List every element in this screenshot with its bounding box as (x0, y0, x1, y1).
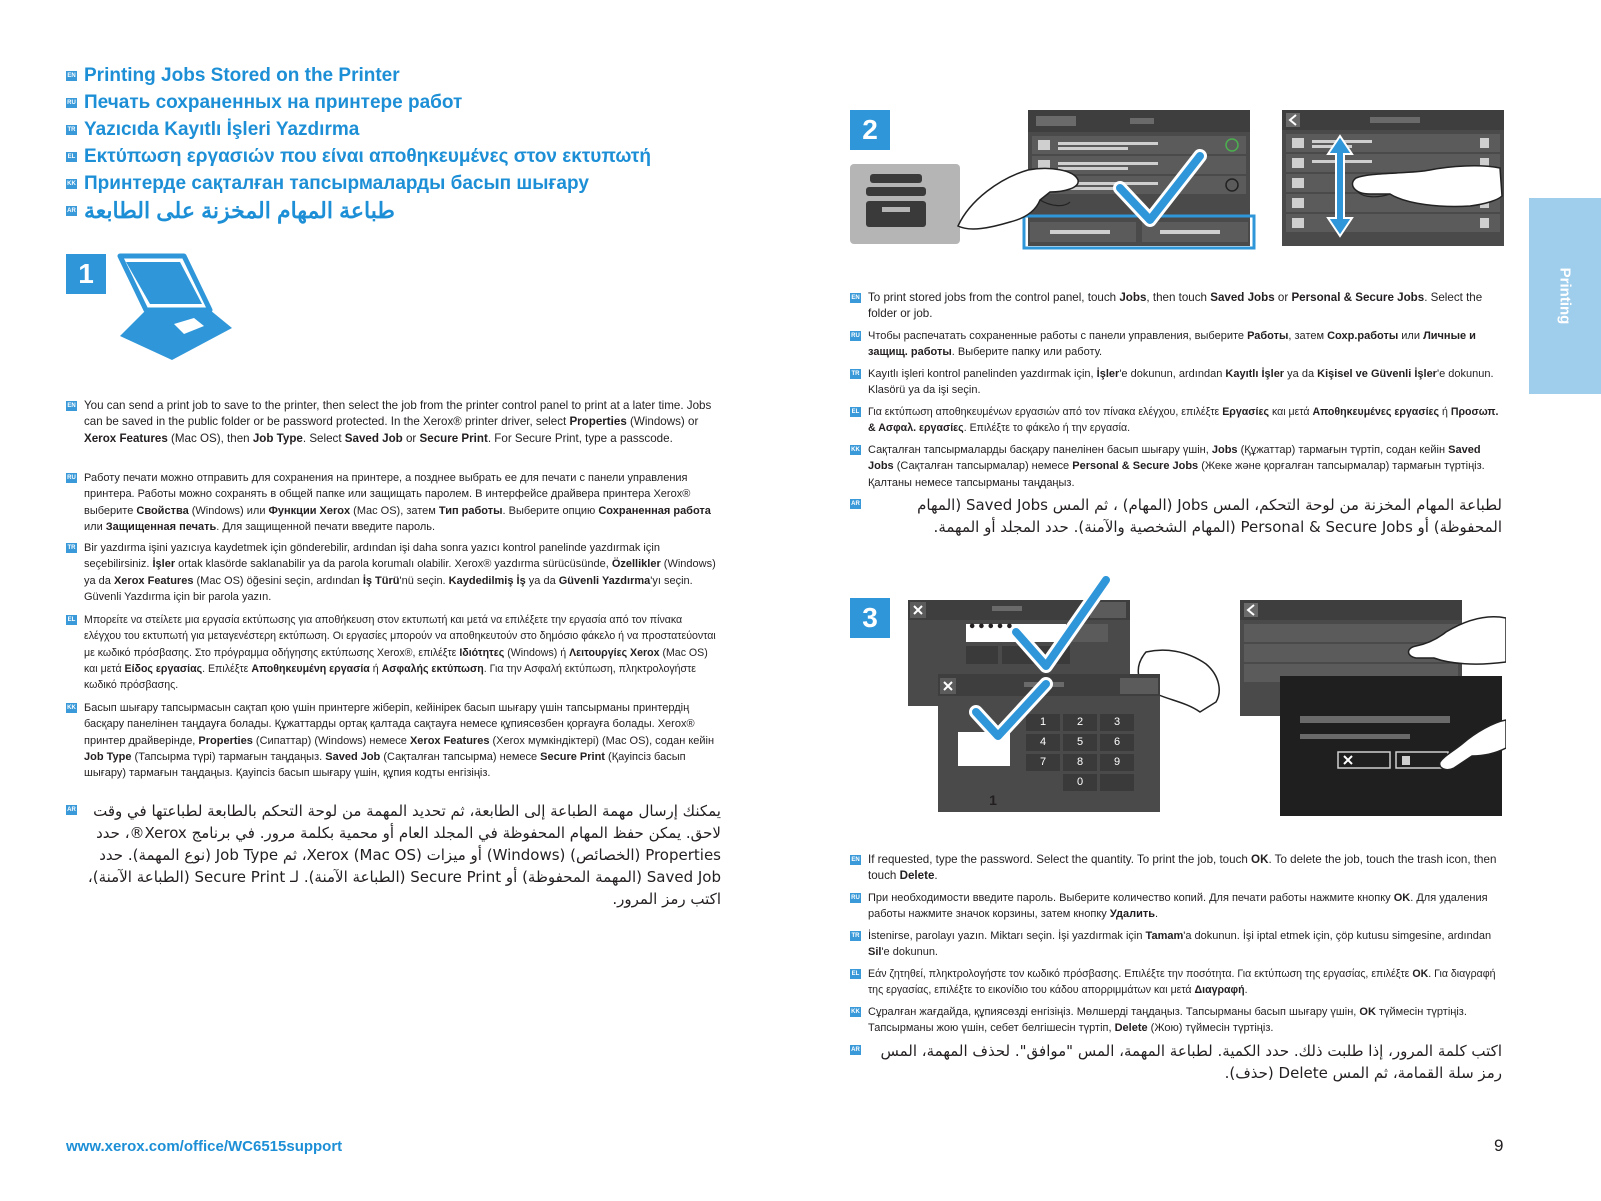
step2-el (850, 404, 1502, 437)
lang-tag: AR (67, 807, 76, 813)
lang-tag: EN (851, 857, 860, 863)
step1-kk (66, 700, 721, 781)
step2-ar-text: لطباعة المهام المخزنة من لوحة التحكم، المس Jobs (المهام) ، ثم المس Saved Jobs (المهام المحفوظة) أو Personal & Secure Jobs (المهام الشخصية والآمنة). حدد المجلد أو المهمة. (917, 496, 1502, 536)
key-4[interactable]: 4 (1039, 736, 1047, 748)
title-ru (66, 89, 786, 116)
key-5[interactable]: 5 (1076, 736, 1084, 748)
key-2[interactable]: 2 (1076, 716, 1084, 728)
step2-tr-text: Kayıtlı işleri kontrol panelinden yazdırmak için, İşler'e dokunun, ardından Kayıtlı İşler ya da Kişisel ve Güvenli İşler'e dokunun. Klasörü ya da işi seçin. (868, 368, 1494, 397)
step2-ru-text: Чтобы распечатать сохраненные работы с панели управления, выберите Работы, затем Сохр.работы или Личные и защищ. работы. Выберите папку или работу. (868, 330, 1476, 359)
title-block (66, 62, 786, 224)
step1-el-text: Μπορείτε να στείλετε μια εργασία εκτύπωσης για αποθήκευση στον εκτυπωτή και μετά να επιλέξετε την εργασία από τον πίνακα ελέγχου του εκτυπωτή για μεταγενέστερη εκτύπωση. Οι εργασίες μπορούν να αποθηκευτούν στο δημόσιο φάκελο ή να προστατεύονται με κωδικό πρόσβασης. Στο πρόγραμμα οδήγησης εκτύπωσης Xerox®, επιλέξτε Ιδιότητες (Windows) ή Λειτουργίες Xerox (Mac OS) και μετά Είδος εργασίας. Επιλέξτε Αποθηκευμένη εργασία ή Ασφαλής εκτύπωση. Για την Ασφαλή εκτύπωση, πληκτρολογήστε κωδικό πρόσβασης. (84, 614, 716, 692)
title-text-en: Printing Jobs Stored on the Printer (84, 64, 400, 86)
key-7[interactable]: 7 (1039, 756, 1047, 768)
title-tr (66, 116, 786, 143)
step2-ar (850, 494, 1502, 538)
lang-tag: EN (67, 403, 76, 409)
lang-tag: RU (851, 895, 860, 901)
step1-el (66, 612, 721, 693)
lang-tag: TR (851, 933, 860, 939)
step3-illustration (906, 572, 1506, 816)
step1-tr (66, 540, 721, 605)
step-number-3: 3 (850, 598, 890, 638)
quantity-value: 1 (989, 792, 997, 808)
lang-tag: RU (67, 475, 76, 481)
key-3[interactable]: 3 (1113, 716, 1121, 728)
lang-tag: AR (851, 1047, 860, 1053)
step1-en-text: You can send a print job to save to the printer, then select the job from the printer control panel to print at a later time. Jobs can be saved in the public folder or be password protected. In the Xerox® printer driver, select Properties (Windows) or Xerox Features (Mac OS), then Job Type. Select Saved Job or Secure Print. For Secure Print, type a passcode. (84, 399, 712, 445)
step3-el-text: Εάν ζητηθεί, πληκτρολογήστε τον κωδικό πρόσβασης. Επιλέξτε την ποσότητα. Για εκτύπωση της εργασίας, επιλέξτε OK. Για διαγραφή της εργασίας, επιλέξτε το εικονίδιο του κάδου απορριμμάτων και μετά Διαγραφή. (868, 968, 1496, 997)
step3-ar-text: اكتب كلمة المرور، إذا طلبت ذلك. حدد الكمية. لطباعة المهمة، المس "موافق". لحذف المهمة، المس رمز سلة القمامة، ثم المس Delete (حذف). (880, 1042, 1502, 1082)
lang-tag: KK (851, 1009, 860, 1015)
title-el (66, 143, 786, 170)
title-text-ru: Печать сохраненных на принтере работ (84, 91, 463, 113)
lang-tag-tr: TR (67, 126, 76, 133)
key-6[interactable]: 6 (1113, 736, 1121, 748)
step3-tr (850, 928, 1502, 961)
key-9[interactable]: 9 (1113, 756, 1121, 768)
step2-illustration (850, 108, 1505, 250)
lang-tag: EL (67, 617, 76, 623)
step3-tr-text: İstenirse, parolayı yazın. Miktarı seçin. İşi yazdırmak için Tamam'a dokunun. İşi iptal etmek için, çöp kutusu simgesine, ardından Sil'e dokunun. (868, 930, 1492, 959)
title-kk (66, 170, 786, 197)
step1-ar (66, 800, 721, 910)
step2-el-text: Για εκτύπωση αποθηκευμένων εργασιών από τον πίνακα ελέγχου, επιλέξτε Εργασίες και μετά Αποθηκευμένες εργασίες ή Προσωπ. & Ασφαλ. εργασίες. Επιλέξτε το φάκελο ή την εργασία. (868, 406, 1499, 435)
step2-en (850, 290, 1502, 323)
lang-tag: KK (67, 705, 76, 711)
step3-ru (850, 890, 1502, 923)
side-tab-label: Printing (1556, 267, 1574, 325)
title-text-el: Εκτύπωση εργασιών που είναι αποθηκευμένες στον εκτυπωτή (84, 145, 651, 167)
step3-ru-text: При необходимости введите пароль. Выберите количество копий. Для печати работы нажмите кнопку OK. Для удаления работы нажмите значок корзины, затем кнопку Удалить. (868, 892, 1488, 921)
title-text-ar: طباعة المهام المخزنة على الطابعة (84, 197, 395, 223)
key-8[interactable]: 8 (1076, 756, 1084, 768)
step1-ar-text: يمكنك إرسال مهمة الطباعة إلى الطابعة، ثم تحديد المهمة من لوحة التحكم بالطابعة لطباعتها في وقت لاحق. يمكن حفظ المهام المحفوظة في المجلد العام أو محمية بكلمة مرور. في برنامج Xerox®، حدد Properties (الخصائص) (Windows) أو ميزات Xerox (Mac OS)، ثم Job Type (نوع المهمة). حدد Saved Job (المهمة المحفوظة) أو Secure Print (الطباعة الآمنة). لـ Secure Print (الطباعة الآمنة)، اكتب رمز المرور. (87, 802, 721, 908)
lang-tag-ru: RU (67, 99, 76, 106)
password-mask: ••••• (968, 620, 1015, 635)
step3-kk-text: Сұралған жағдайда, құпиясөзді енгізіңіз. Мөлшерді таңдаңыз. Тапсырманы басып шығару үшін, OK түймесін түртіңіз. Тапсырманы жою үшін, себет белгішесін түртіп, Delete (Жою) түймесін түртіңіз. (868, 1006, 1467, 1035)
step2-en-text: To print stored jobs from the control panel, touch Jobs, then touch Saved Jobs or Personal & Secure Jobs. Select the folder or job. (868, 291, 1483, 321)
title-ar (66, 197, 786, 224)
lang-tag-kk: KK (67, 180, 76, 187)
step2-kk-text: Сақталған тапсырмаларды басқару панелінен басып шығару үшін, Jobs (Құжаттар) тармағын түртіп, содан кейін Saved Jobs (Сақталған тапсырмалар) немесе Personal & Secure Jobs (Жеке және қорғалған тапсырмалар) тармағын түртіңіз. Қалтаны немесе тапсырманы таңдаңыз. (868, 444, 1485, 489)
lang-tag: TR (67, 545, 76, 551)
lang-tag-en: EN (67, 72, 76, 79)
lang-tag: EL (851, 971, 860, 977)
step2-ru (850, 328, 1502, 361)
step3-en-text: If requested, type the password. Select the quantity. To print the job, touch OK. To delete the job, touch the trash icon, then touch Delete. (868, 853, 1497, 883)
lang-tag: RU (851, 333, 860, 339)
step1-tr-text: Bir yazdırma işini yazıcıya kaydetmek için gönderebilir, ardından işi daha sonra yazıcı kontrol panelinde yazdırmak için seçebilirsiniz. İşler ortak klasörde saklanabilir ya da parola korumalı olabilir. Xerox® yazdırma sürücüsünde, Özellikler (Windows) ya da Xerox Features (Mac OS) öğesini seçin, ardından İş Türü'nü seçin. Kaydedilmiş İş ya da Güvenli Yazdırma'yı seçin. Güvenli Yazdırma için bir parola yazın. (84, 542, 716, 603)
lang-tag: EN (851, 295, 860, 301)
lang-tag: AR (851, 501, 860, 507)
keypad[interactable] (1026, 714, 1138, 798)
lang-tag: KK (851, 447, 860, 453)
title-text-tr: Yazıcıda Kayıtlı İşleri Yazdırma (84, 118, 360, 140)
key-0[interactable]: 0 (1076, 776, 1084, 788)
step1-en (66, 398, 721, 447)
step1-ru (66, 470, 721, 535)
lang-tag: EL (851, 409, 860, 415)
step3-en (850, 852, 1502, 885)
key-1[interactable]: 1 (1039, 716, 1047, 728)
laptop-icon (112, 252, 236, 364)
step-number-1: 1 (66, 254, 106, 294)
title-text-kk: Принтерде сақталған тапсырмаларды басып шығару (84, 172, 589, 194)
step3-kk (850, 1004, 1502, 1037)
step-number-2: 2 (850, 110, 890, 150)
lang-tag-el: EL (67, 153, 76, 160)
step1-kk-text: Басып шығару тапсырмасын сақтап қою үшін принтерге жіберіп, кейінірек басып шығару үшін тапсырманы принтердің басқару панелінен таңдауға болады. Құжаттарды ортақ қалтада сақтауға немесе құпиясөзбен қорғауға болады. Xerox® принтер драйверінде, Properties (Сипаттар) (Windows) немесе Xerox Features (Xerox мүмкіндіктері) (Mac OS), содан кейін Job Type (Тапсырма түрі) тармағын таңдаңыз. Saved Job (Сақталған тапсырма) немесе Secure Print (Қауіпсіз басып шығару) тармағын таңдаңыз. Қауіпсіз басып шығару үшін, құпия кодты енгізіңіз. (84, 702, 715, 780)
step2-tr (850, 366, 1502, 399)
title-en (66, 62, 786, 89)
page-number: 9 (1494, 1136, 1504, 1155)
support-url-link[interactable]: www.xerox.com/office/WC6515support (66, 1138, 343, 1155)
lang-tag-ar: AR (67, 207, 76, 214)
step1-ru-text: Работу печати можно отправить для сохранения на принтере, а позднее выбрать ее для печати с панели управления принтера. Работы можно сохранять в общей папке или защищать паролем. В интерфейсе драйвера принтера Xerox® выберите Свойства (Windows) или Функции Xerox (Mac OS), затем Тип работы. Выберите опцию Сохраненная работа или Защищенная печать. Для защищенной печати введите пароль. (84, 472, 711, 533)
section-side-tab (1529, 198, 1601, 394)
lang-tag: TR (851, 371, 860, 377)
step3-el (850, 966, 1502, 999)
step2-kk (850, 442, 1502, 491)
step3-ar (850, 1040, 1502, 1084)
